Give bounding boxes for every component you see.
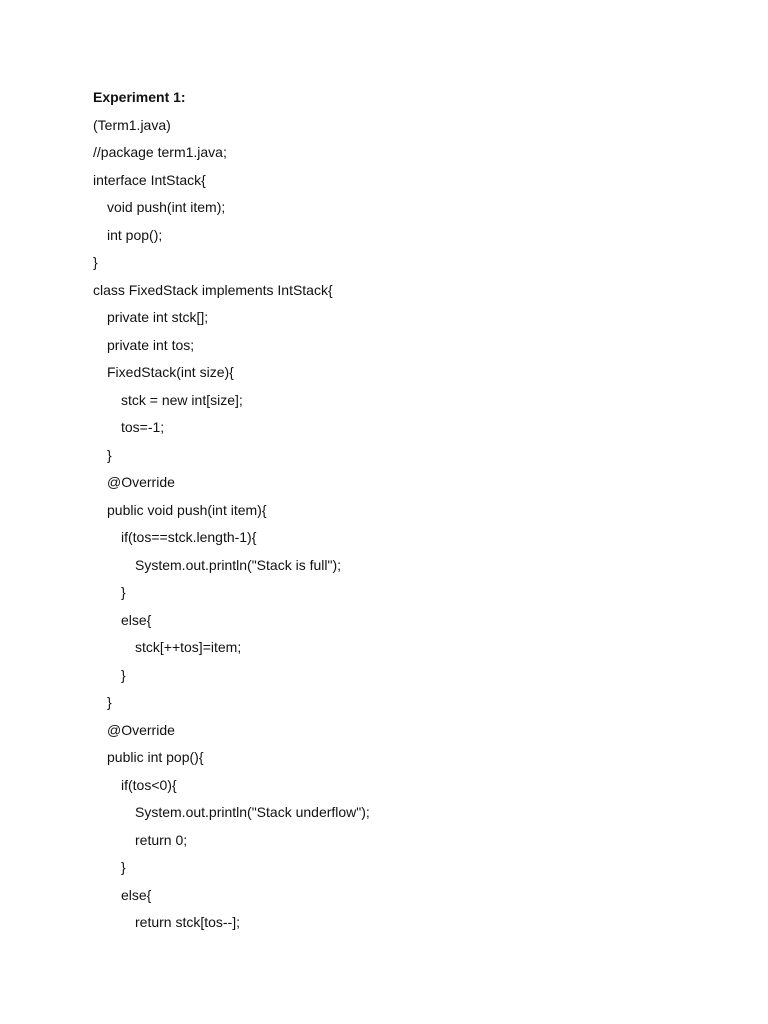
- code-line: }: [93, 254, 98, 270]
- code-line: System.out.println("Stack underflow");: [135, 804, 370, 820]
- code-line: public void push(int item){: [107, 501, 267, 518]
- code-line: private int tos;: [107, 336, 195, 353]
- code-line: public int pop(){: [107, 749, 204, 765]
- code-line: return stck[tos--];: [135, 914, 241, 930]
- experiment-heading: Experiment 1:: [93, 89, 186, 105]
- code-line: interface IntStack{: [93, 171, 206, 188]
- code-line: class FixedStack implements IntStack{: [93, 281, 333, 298]
- code-line: else{: [121, 886, 152, 903]
- code-line: if(tos<0){: [121, 776, 177, 793]
- code-line: (Term1.java): [93, 116, 171, 133]
- code-line: private int stck[];: [107, 309, 209, 325]
- code-line: }: [107, 446, 112, 463]
- code-line: tos=-1;: [121, 419, 165, 435]
- code-line: @Override: [107, 721, 175, 738]
- code-line: stck = new int[size];: [121, 391, 243, 408]
- code-line: FixedStack(int size){: [107, 364, 234, 380]
- code-line: }: [107, 694, 112, 710]
- code-line: }: [121, 859, 126, 875]
- code-line: stck[++tos]=item;: [135, 639, 242, 655]
- code-line: return 0;: [135, 831, 188, 848]
- code-line: //package term1.java;: [93, 144, 227, 160]
- code-line: else{: [121, 611, 152, 628]
- code-line: @Override: [107, 474, 175, 490]
- code-listing: [93, 85, 713, 938]
- code-line: System.out.println("Stack is full");: [135, 556, 342, 573]
- code-line: if(tos==stck.length-1){: [121, 529, 257, 545]
- code-line: }: [121, 666, 126, 683]
- code-line: }: [121, 584, 126, 600]
- code-line: int pop();: [107, 226, 163, 243]
- code-line: void push(int item);: [107, 199, 226, 215]
